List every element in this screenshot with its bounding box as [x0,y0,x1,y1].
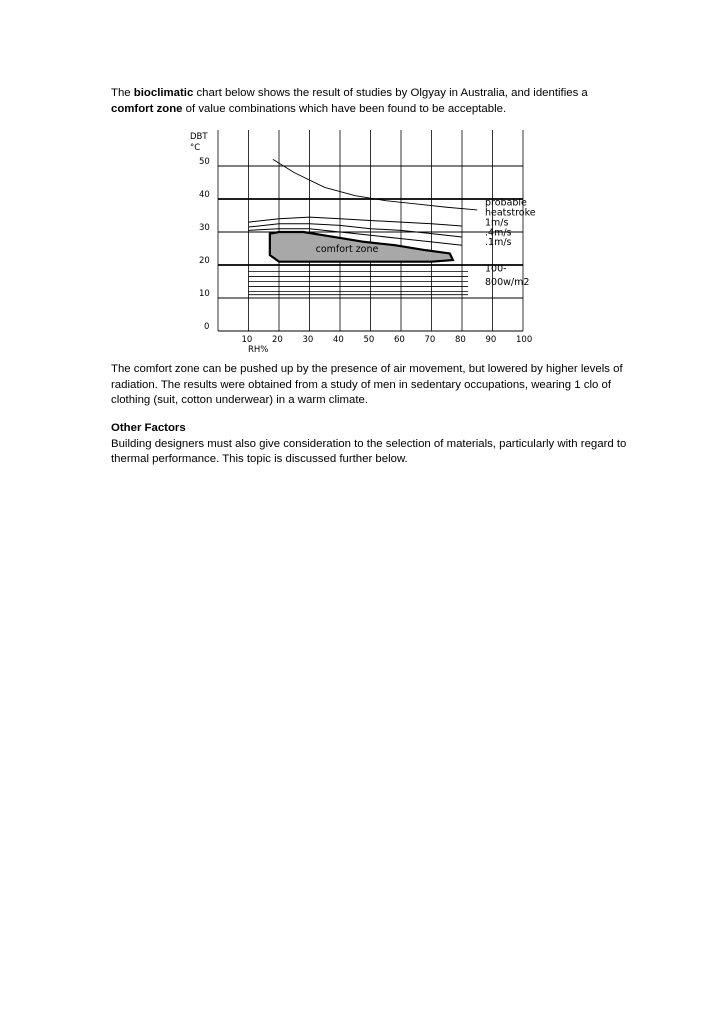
y-tick-label: 50 [199,157,210,167]
chart-curves [249,159,478,294]
other-factors-heading: Other Factors [111,422,186,434]
y-axis-label: DBT [190,132,208,142]
y-tick-label: 40 [199,190,210,200]
wind-curve [249,217,463,226]
y-tick-label: 0 [204,322,210,332]
x-tick-label: 60 [394,335,405,345]
comfort-zone-label: comfort zone [315,243,379,255]
x-tick-label: 50 [363,335,375,345]
other-factors-text: Building designers must also give consideration to the selection of materials, particularly with regard to thermal performance. This topic is discussed further below. [111,437,627,465]
y-tick-label: 30 [199,223,210,233]
chart-annotation: .4m/s [485,227,512,239]
intro-text-1: The [111,87,134,99]
chart-annotation: heatstroke [485,207,536,219]
y-tick-label: 10 [199,289,210,299]
y-axis-unit: °C [190,143,201,153]
intro-text-2: chart below shows the result of studies by Olgyay in Australia, and identifies a [193,87,588,99]
chart-annotation: .1m/s [485,237,512,249]
x-tick-label: 70 [424,335,436,345]
chart-annotation: 100- [485,263,507,275]
other-factors-section [111,421,631,468]
y-tick-label: 20 [199,256,210,266]
intro-bold-bioclimatic: bioclimatic [133,87,194,99]
comfort-paragraph: The comfort zone can be pushed up by the presence of air movement, but lowered by higher levels of radiation. The results were obtained from a study of men in sedentary occupations, wearing 1 clo of clothing (suit, cotton underwear) in a warm climate. [111,363,623,406]
chart-annotation: 800w/m2 [485,276,530,288]
x-tick-label: 100 [516,335,533,345]
x-axis-label: RH% [248,345,269,355]
chart-annotation: 1m/s [485,217,509,229]
intro-bold-comfort-zone: comfort zone [111,102,183,115]
x-tick-label: 80 [455,335,466,345]
chart-annotation: probable [485,197,527,209]
chart-grid [218,130,523,331]
chart-labels [190,132,536,355]
x-tick-label: 40 [333,335,344,345]
x-tick-label: 10 [241,335,253,345]
heatstroke-curve [273,159,477,209]
intro-text-3: of value combinations which have been found to be acceptable. [182,102,507,115]
x-tick-label: 90 [485,335,497,345]
x-tick-label: 30 [302,335,314,345]
x-tick-label: 20 [272,335,283,345]
bioclimatic-chart [0,0,728,370]
